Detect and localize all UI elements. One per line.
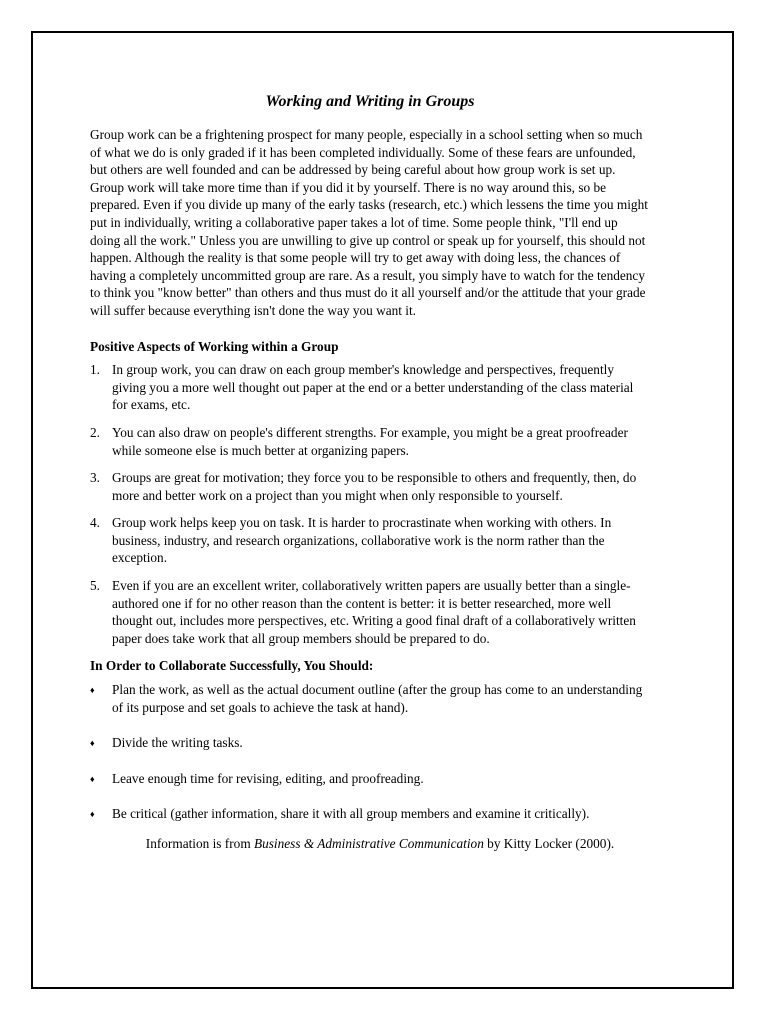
list-item — [90, 681, 650, 716]
list-item — [90, 514, 650, 567]
item-number: 2. — [90, 424, 100, 440]
item-text: Plan the work, as well as the actual document outline (after the group has come to an understanding of its purpose and set goals to achieve the task at hand). — [112, 682, 643, 715]
item-text: Leave enough time for revising, editing, and proofreading. — [112, 770, 424, 786]
credit-suffix: by Kitty Locker (2000). — [483, 836, 615, 851]
item-text: In group work, you can draw on each group member's knowledge and perspectives, frequently giving you a more well thought out paper at the end or a better understanding of the class material for exams, etc. — [112, 362, 634, 413]
list-item — [90, 424, 650, 459]
diamond-bullet-icon: ♦ — [90, 738, 95, 749]
list-item — [90, 469, 650, 504]
credit-prefix: Information is from — [145, 836, 254, 851]
item-text: You can also draw on people's different strengths. For example, you might be a great proofreader while someone else is much better at organizing papers. — [112, 424, 628, 458]
item-text: Divide the writing tasks. — [112, 735, 243, 751]
intro-paragraph: Group work can be a frightening prospect for many people, especially in a school setting when so much of what we do is only graded if it has been completed individually. Some of these fears are unfounded, but others are well founded and can be addressed by being careful about how group work is set up. Group work will take more time than if you did it by yourself. There is no way around this, so be prepared. Even if you divide up many of the early tasks (research, etc.) which lessens the time you might put in individually, writing a collaborative paper takes a lot of time. Some people think, "I'll end up doing all the work." Unless you are unwilling to give up control or speak up for yourself, this should not happen. Although the reality is that some people will try to get away with doing less, the chances of having a completely uncommitted group are rare. As a result, you simply have to watch for the tendency to think you "know better" than others and thus must do it all yourself and/or the attitude that your grade will suffer because everything isn't done the way you want it. — [90, 127, 648, 318]
diamond-bullet-icon: ♦ — [90, 809, 95, 820]
credit-book-title: Business & Administrative Communication — [253, 836, 484, 851]
list-item — [90, 577, 650, 647]
item-number: 4. — [90, 515, 100, 531]
document-body — [90, 92, 650, 853]
positive-aspects-list — [90, 361, 650, 647]
list-item — [90, 361, 650, 414]
source-credit — [90, 835, 650, 853]
diamond-bullet-icon: ♦ — [90, 773, 95, 784]
collaborate-heading: In Order to Collaborate Successfully, You Should: — [90, 658, 374, 674]
document-title: Working and Writing in Groups — [265, 93, 475, 110]
item-text: Be critical (gather information, share it with all group members and examine it critically). — [112, 806, 590, 822]
item-text: Even if you are an excellent writer, collaboratively written papers are usually better than a single-authored one if for no other reason than the content is better: it is better researched, more well thought out, includes more perspectives, etc. Writing a good final draft of a collaboratively written paper does take work that all group members should be prepared to do. — [112, 578, 636, 646]
diamond-bullet-icon: ♦ — [90, 685, 95, 696]
list-item — [90, 734, 650, 752]
item-number: 1. — [90, 362, 100, 378]
item-number: 3. — [90, 470, 100, 486]
item-number: 5. — [90, 578, 100, 594]
collaborate-list — [90, 681, 650, 823]
positive-aspects-heading: Positive Aspects of Working within a Group — [90, 338, 339, 354]
item-text: Group work helps keep you on task. It is harder to procrastinate when working with others. In business, industry, and research organizations, collaborative work is the norm rather than the exception. — [112, 515, 612, 566]
item-text: Groups are great for motivation; they force you to be responsible to others and frequently, then, do more and better work on a project than you might when only responsible to yourself. — [112, 470, 637, 503]
list-item — [90, 805, 650, 823]
list-item — [90, 770, 650, 788]
